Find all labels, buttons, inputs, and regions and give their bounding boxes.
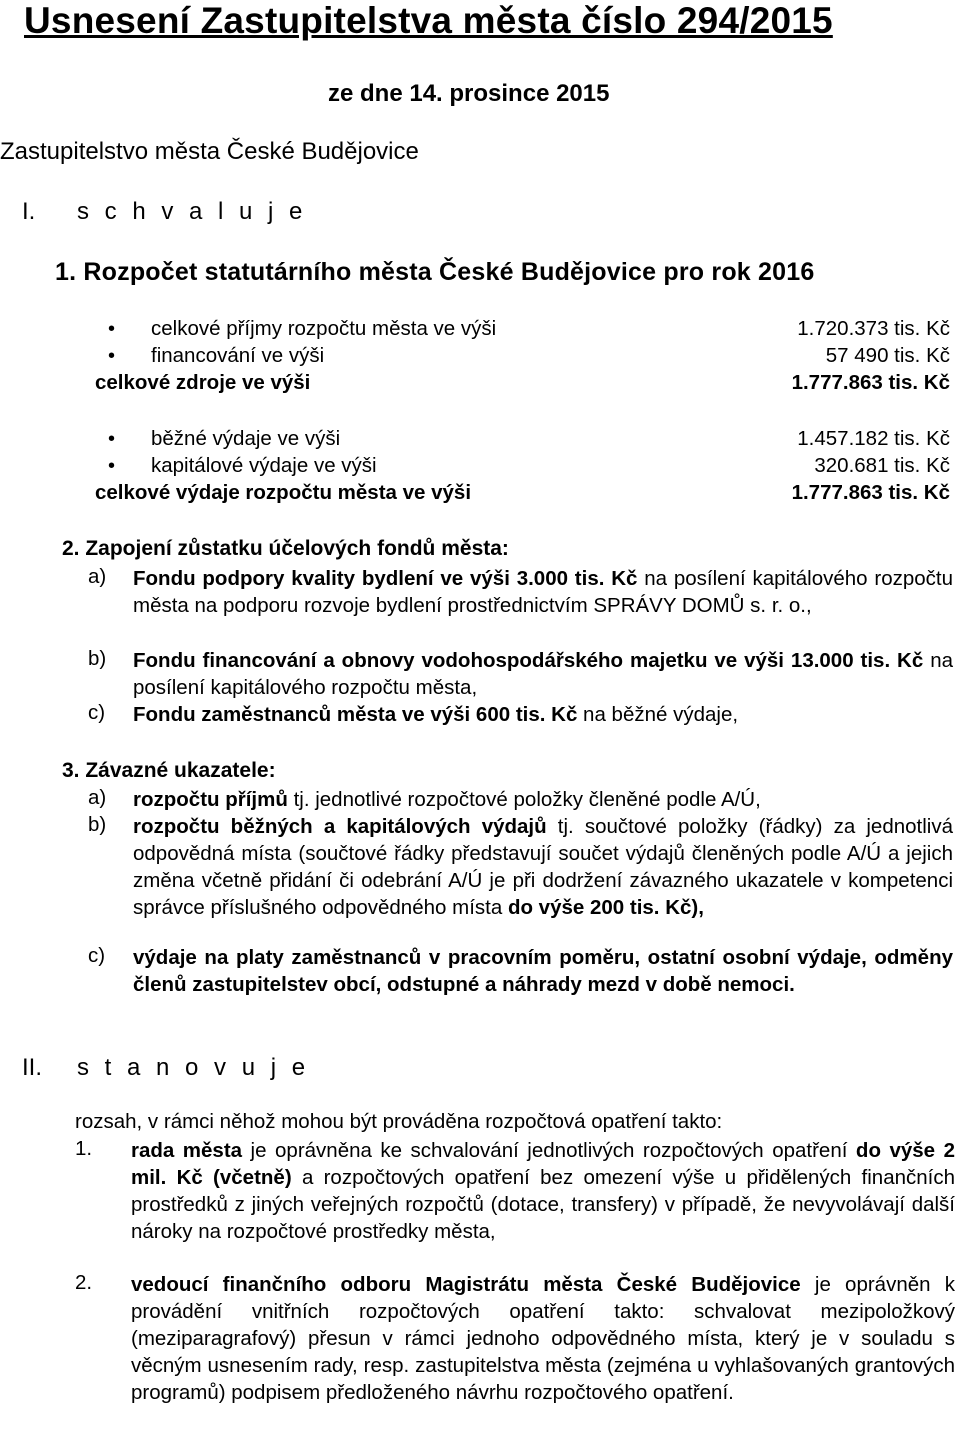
fund-item-b-bold: Fondu financování a obnovy vodohospodářského majetku ve výši 13.000 tis. Kč	[133, 649, 924, 672]
indicator-item-a-text: tj. jednotlivé rozpočtové položky členěné podle A/Ú,	[287, 788, 761, 811]
assembly-name: Zastupitelstvo města České Budějovice	[0, 138, 419, 165]
budget-row-total-label: celkové výdaje rozpočtu města ve výši	[95, 481, 472, 504]
section-2-numeral: II.	[22, 1054, 43, 1081]
fund-item-c	[133, 701, 953, 728]
bullet-icon: •	[108, 428, 116, 450]
indicator-item-c	[133, 944, 953, 998]
fund-item-a-bold: Fondu podpory kvality bydlení ve výši 3.000 tis. Kč	[133, 567, 638, 590]
indicator-item-a	[133, 786, 953, 813]
list-marker: b)	[88, 647, 107, 670]
fund-item-a-text: na posílení kapitálového rozpočtu města na podporu rozvoje bydlení prostřednictvím SPRÁVY DOMŮ s. r. o.,	[133, 567, 954, 617]
list-marker: a)	[88, 565, 107, 588]
item-3-heading: 3. Závazné ukazatele:	[62, 759, 276, 782]
authority-item-1-text1: je oprávněna ke schvalování jednotlivých rozpočtových opatření	[242, 1139, 856, 1162]
budget-row-amount: 1.457.182 tis. Kč	[797, 427, 950, 450]
budget-row-amount: 57 490 tis. Kč	[825, 344, 950, 367]
list-marker: b)	[88, 813, 107, 836]
authority-item-2-text: je oprávněn k provádění vnitřních rozpočtových opatření takto: schvalovat mezipoložkový (meziparagrafový) přesun v rámci jednoho odpovědného místa, který je v souladu s věcným usnesením rady, resp. zastupitelstva města (zejména u vyhlašovaných grantových programů) podpisem předloženého návrhu rozpočtového opatření.	[131, 1273, 956, 1404]
authority-item-1-bold2: do výše 2 mil. Kč (včetně)	[131, 1139, 955, 1189]
budget-row-label: běžné výdaje ve výši	[151, 427, 341, 450]
budget-row-total-amount: 1.777.863 tis. Kč	[791, 481, 950, 504]
budget-row-label: financování ve výši	[151, 344, 325, 367]
bullet-icon: •	[108, 318, 116, 340]
budget-row-total-amount: 1.777.863 tis. Kč	[791, 371, 950, 394]
fund-item-c-text: na běžné výdaje,	[577, 703, 739, 726]
list-marker: c)	[88, 944, 106, 967]
item-2-heading: 2. Zapojení zůstatku účelových fondů města:	[62, 537, 509, 560]
resolution-date: ze dne 14. prosince 2015	[328, 80, 610, 107]
budget-row-label: celkové příjmy rozpočtu města ve výši	[151, 317, 497, 340]
authority-item-2-bold: vedoucí finančního odboru Magistrátu města České Budějovice	[131, 1273, 801, 1296]
authority-item-1-text2: a rozpočtových opatření bez omezení výše u přidělených finančních prostředků z jiných veřejných rozpočtů (dotace, transfery) v případě, že nevyvolávají další nároky na rozpočtové prostředky města,	[131, 1166, 955, 1243]
budget-row-total-label: celkové zdroje ve výši	[95, 371, 311, 394]
indicator-item-b-text: tj. součtové položky (řádky) za jednotlivá odpovědná místa (součtové řádky představují součet výdajů členěných podle A/Ú a jejich změna včetně přidání či odebrání A/Ú je při dodržení závazného ukazatele v kompetenci správce příslušného odpovědného místa	[133, 815, 953, 919]
list-marker: 1.	[75, 1137, 93, 1160]
authority-item-1-bold: rada města	[131, 1139, 243, 1162]
section-2-intro: rozsah, v rámci něhož mohou být prováděna rozpočtová opatření takto:	[75, 1110, 723, 1133]
list-marker: 2.	[75, 1271, 93, 1294]
section-1-verb: s c h v a l u j e	[77, 198, 307, 225]
fund-item-a	[133, 565, 953, 619]
authority-item-2	[131, 1271, 955, 1406]
indicator-item-b-bold2: do výše 200 tis. Kč),	[507, 896, 704, 919]
list-marker: a)	[88, 786, 107, 809]
fund-item-b	[133, 647, 953, 701]
budget-row-amount: 1.720.373 tis. Kč	[797, 317, 950, 340]
list-marker: c)	[88, 701, 106, 724]
indicator-item-b	[133, 813, 953, 921]
fund-item-c-bold: Fondu zaměstnanců města ve výši 600 tis. Kč	[133, 703, 578, 726]
authority-item-1	[131, 1137, 955, 1245]
section-2-verb: s t a n o v u j e	[77, 1054, 310, 1081]
fund-item-b-text: na posílení kapitálového rozpočtu města,	[133, 649, 953, 699]
indicator-item-b-bold: rozpočtu běžných a kapitálových výdajů	[133, 815, 547, 838]
item-1-heading: 1. Rozpočet statutárního města České Budějovice pro rok 2016	[55, 258, 815, 286]
budget-row-amount: 320.681 tis. Kč	[814, 454, 950, 477]
bullet-icon: •	[108, 455, 116, 477]
budget-row-label: kapitálové výdaje ve výši	[151, 454, 377, 477]
bullet-icon: •	[108, 345, 116, 367]
page-title: Usnesení Zastupitelstva města číslo 294/2015	[24, 0, 833, 41]
section-1-numeral: I.	[22, 198, 36, 225]
indicator-item-c-bold: výdaje na platy zaměstnanců v pracovním poměru, ostatní osobní výdaje, odměny členů zastupitelstev obcí, odstupné a náhrady mezd v době nemoci.	[133, 946, 953, 996]
indicator-item-a-bold: rozpočtu příjmů	[133, 788, 288, 811]
